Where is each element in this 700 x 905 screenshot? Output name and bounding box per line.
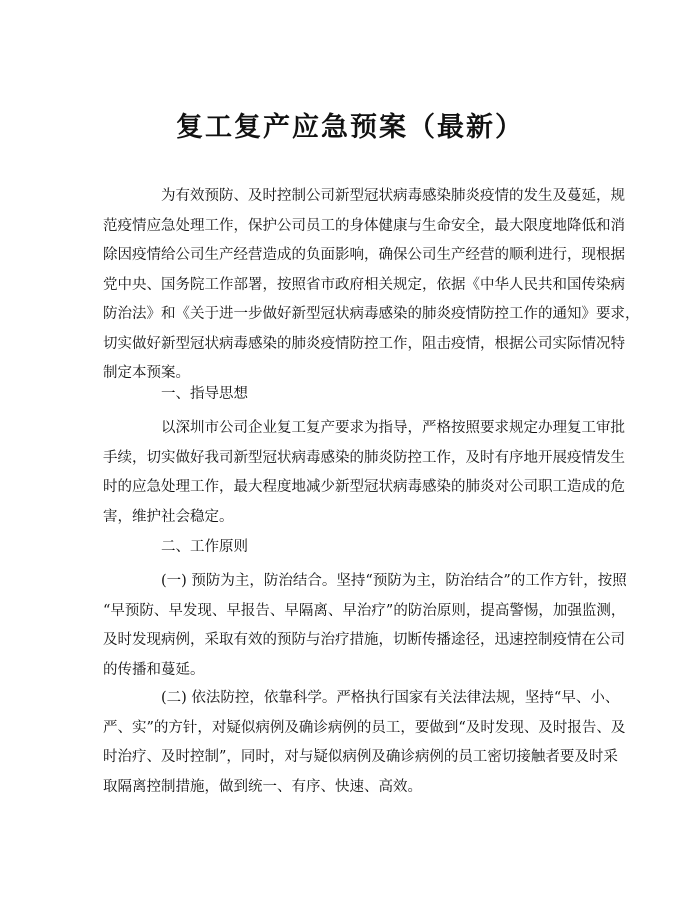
paragraph-line: 时的应急处理工作，最大程度地减少新型冠状病毒感染的肺炎对公司职工造成的危 [103, 479, 625, 495]
paragraph-line: 为有效预防、及时控制公司新型冠状病毒感染肺炎疫情的发生及蔓延，规 [161, 188, 625, 204]
section-heading: 二、工作原则 [161, 539, 248, 555]
paragraph-line: 切实做好新型冠状病毒感染的肺炎疫情防控工作，阻击疫情，根据公司实际情况特 [103, 335, 625, 352]
paragraph-line: 除因疫情给公司生产经营造成的负面影响，确保公司生产经营的顺利进行，现根据 [103, 247, 625, 263]
paragraph-line: 取隔离控制措施，做到统一、有序、快速、高效。 [103, 778, 422, 795]
principle-one-paragraph [103, 567, 627, 685]
paragraph-line: (二) 依法防控，依靠科学。严格执行国家有关法律法规，坚持“早、小、 [161, 690, 620, 706]
paragraph-line: “早预防、早发现、早报告、早隔离、早治疗”的防治原则，提高警惕，加强监测， [103, 602, 626, 619]
paragraph-line: 手续，切实做好我司新型冠状病毒感染的肺炎防控工作，及时有序地开展疫情发生 [103, 449, 625, 466]
guiding-ideology-paragraph [103, 414, 625, 532]
paragraph-line: 时治疗、及时控制”，同时，对与疑似病例及确诊病例的员工密切接触者要及时采 [103, 749, 618, 765]
paragraph-line: 严、实”的方针，对疑似病例及确诊病例的员工，要做到“及时发现、及时报告、及 [103, 719, 626, 736]
paragraph-line: 及时发现病例，采取有效的预防与治疗措施，切断传播途径，迅速控制疫情在公司 [103, 632, 625, 648]
paragraph-line: 制定本预案。 [103, 365, 190, 381]
document-title: 复工复产应急预案（最新） [176, 112, 524, 143]
paragraph-line: 以深圳市公司企业复工复产要求为指导，严格按照要求规定办理复工审批 [161, 420, 625, 436]
paragraph-line: (一) 预防为主，防治结合。坚持“预防为主，防治结合”的工作方针，按照 [161, 573, 627, 589]
intro-paragraph [103, 182, 640, 389]
section-heading: 一、指导思想 [161, 386, 248, 402]
paragraph-line: 害，维护社会稳定。 [103, 508, 234, 525]
section-heading-work-principles [103, 533, 603, 563]
paragraph-line: 范疫情应急处理工作，保护公司员工的身体健康与生命安全，最大限度地降低和消 [103, 217, 625, 234]
paragraph-line: 防治法》和《关于进一步做好新型冠状病毒感染的肺炎疫情防控工作的通知》要求， [103, 306, 640, 322]
section-heading-guiding-ideology [103, 380, 603, 410]
paragraph-line: 党中央、国务院工作部署，按照省市政府相关规定，依据《中华人民共和国传染病 [103, 276, 625, 293]
principle-two-paragraph [103, 684, 626, 802]
paragraph-line: 的传播和蔓延。 [103, 661, 205, 678]
